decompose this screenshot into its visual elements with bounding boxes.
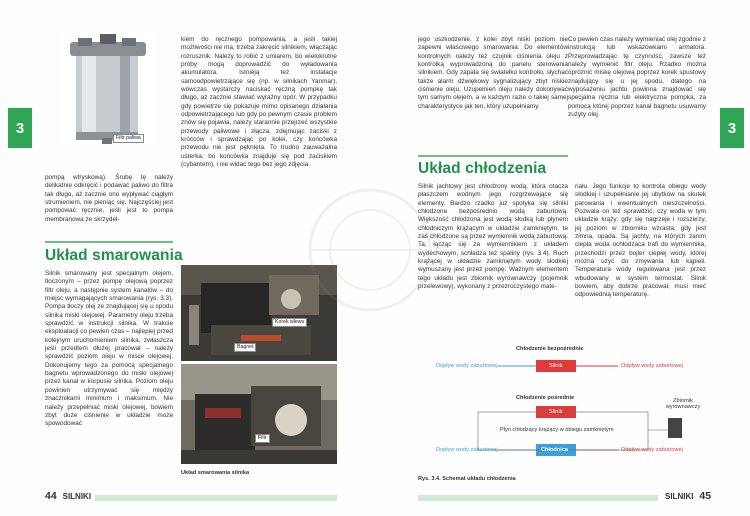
heading-cooling: Układ chłodzenia [418,160,547,177]
diagram-outflow-direct: Odpływ wody zaburtowej [621,363,683,369]
footer-left [45,490,91,502]
page-number-right: 45 [699,490,712,502]
right-page [375,0,750,516]
left-col1-top-text: pompą wtryskową). Śrubę tę należy delikatnie odkręcić i podawać paliwo do filtra tak długo, aż zacznie ono wypływać ciągłym strumieniem, nie pieniąc się. Najczęściej jest pompować ręcznie, jeśli jest to pompa membranowa ze skrzydeł- [45,174,173,223]
diagram-engine-indirect: Silnik [549,409,563,415]
left-col1-bottom-text: Silnik smarowany jest specjalnym olejem, tłoczonym – przez pompę olejową poprzez filtr oleju, a następnie system kanałów – do miejsc wymagających smarowania (rys. 3.3). Pompa tłoczy olej ze znajdującej się u spodu silnika miski olejowej. Parametry oleju trzeba sprawdzić w instrukcji silnika. W trakcie eksploatacji co pewien czas – najlepiej przed kolejnym uruchomieniem silnika, zwłaszcza jeśli przedtem dłużej pracował – należy sprawdzić poziom oleju w misce olejowej. Dokonujemy tego za pomocą specjalnego bagnetu wprowadzonego do miski olejowej przez kanał w korpusie silnika. Poziom oleju powinien utrzymywać się między znacznikami minimum i maksimum. Nie należy przepełniać miski olejowej, bowiem zbyt duże ciśnienie w układzie może spowodować [45,270,173,428]
fuel-filter-label: Filtr paliwa [113,134,144,143]
right-col1-bottom-text: Silnik jachtowy jest chłodzony wodą, która otacza płaszczem wodnym jego rozgrzewające się elementy. Bardzo rzadko już spotyka się silniki chłodzone bezpośrednio wodą zaburtową. Większość chłodzona jest wodą słodką lub płynem chłodniczym krążącym w układzie zamkniętym, te zaś chłodzone są przez wymiennik wodą zaburtową. Ta, łącząc się za wymiennikiem z układem wydechowym, schładza też spaliny (rys. 3.4). Ruch krążącej w układzie zamkniętym wody słodkiej wymuszany jest przez pompę. Ważnym elementem tego układu jest zbiornik wyrównawczy (pojemnik przelewowy), wykonany z przezroczystego mate- [418,183,568,291]
heading-rule-left [45,241,173,243]
heading-rule-right [418,155,568,157]
diagram-closed-loop: Płyn chłodzący krążący w obiegu zamkniętym [500,427,614,433]
diagram-title-direct: Chłodzenie bezpośrednie [516,346,584,352]
label-dipstick: Bagnet [234,343,256,352]
chapter-tab-right: 3 [720,108,744,148]
footer-right [665,490,711,502]
fuel-filter-photo [60,34,156,146]
page-number-left: 44 [45,490,57,502]
footer-bar-left [95,495,337,501]
lubrication-photo-caption: Układ smarowania silnika [181,470,250,476]
right-col2-top-text: Co pewien czas należy wymieniać olej zgodnie z instrukcją lub wskazówkami armatora. Przeprowadzając tę czynność, zawsze też należy wymienić filtr oleju. Rzadko można opróżnić miskę olejową poprzez korek spustowy znajdujący się u jej spodu, dlatego na wyposażeniu jachtu powinna znajdować się specjalna ręczna lub elektryczna pompka, za pomocą której poprzez kanał bagnetu usuwamy zużyty olej. [568,36,706,119]
diagram-engine-direct: Silnik [549,363,563,369]
cooling-diagram [418,340,708,475]
diagram-inflow-direct: Dopływ wody zaburtowej [436,363,498,369]
chapter-tab-left: 3 [8,108,32,148]
engine-photo-top [181,265,337,361]
figure-caption: Rys. 3.4. Schemat układu chłodzenia [418,476,516,482]
diagram-title-indirect: Chłodzenie pośrednie [516,395,575,401]
engine-photo-bottom [181,364,337,464]
diagram-expansion-tank: Zbiornik wyrównawczy [665,398,701,410]
diagram-outflow-indirect: Odpływ wody zaburtowej [621,447,683,453]
left-col2-text: kiem do ręcznego pompowania, a jeśli takiej możliwości nie ma, trzeba zakręcić silnikiem, włączając rozrusznik. Należy to robić z umiarem, bo wielokrotne próby mogą doprowadzić do wyładowania akumulatora. Istnieją też instalacje samoodpowietrzające się (np. w silnikach Yanmar), wówczas wystarczy naciskać ręczną pompkę tak długo, aż zacznie stawiać wyraźny opór. W przypadku gdy powietrze się pokazuje mimo opisanego działania odpowietrzającego lub gdy po pewnym czasie problem znów się pojawia, należy starannie przejrzeć wszystkie przewody paliwowe i złącza, zdejmując zaciski z króćców i sprawdzając po kolei, czy końcówka przewodu nie jest pęknięta. To trudno zauważalna usterka, bo końcówka znajduje się pod zaciskiem (cybantem), i nie widać tego bez jego zdjęcia. [181,36,337,169]
section-name-left: SILNIKI [62,492,92,501]
label-oil-filter: Filtr [255,434,270,443]
diagram-inflow-indirect: Dopływ wody zaburtowej [436,447,498,453]
diagram-cooler: Chłodnica [541,447,569,453]
label-filler-cap: Korek wlewu [272,318,307,327]
heading-lubrication: Układ smarowania [45,247,183,264]
right-col2-bottom-text: riału. Jego funkcje to kontrola obiegu wody słodkiej i uzupełnianie jej ubytków na skutek parowania i ewentualnych nieszczelności. Pozwala on też sprawdzić, czy woda w tym układzie krąży: gdy się nagrzeje i rozszerzy, jej poziom w zbiorniku wzrasta, gdy jest zimna, opada. Są jachty, na których zanim ciepła woda ochłodzaca trafi do wymiennika, przechodzi przez bojler ciepłej wody, której można użyć do zmywania lub kąpieli. Temperatura wody regulowana jest przez wbudowany w system termostat. Silnik bowiem, aby dobrze pracował, musi mieć odpowiednią temperaturę. [575,183,706,299]
footer-bar-right [418,495,658,501]
section-name-right: SILNIKI [665,492,694,501]
right-col1-top-text: jego uszkodzenie, z kolei zbyt niski poziom nie zapewni właściwego smarowania. Do elementów kontrolnych należy też czujnik ciśnienia oleju z kontrolką wyprowadzoną do panelu sterowania silnikiem. Gdy zapala się światełko kontrolki, słychać także alarm dźwiękowy sygnalizujący zbyt niskie ciśnienie oleju. Uzupełnień oleju należy dokonywać tym samym olejem, a w każdym razie o takiej samej charakterystyce jak ten, który uzupełniamy. [418,36,568,110]
